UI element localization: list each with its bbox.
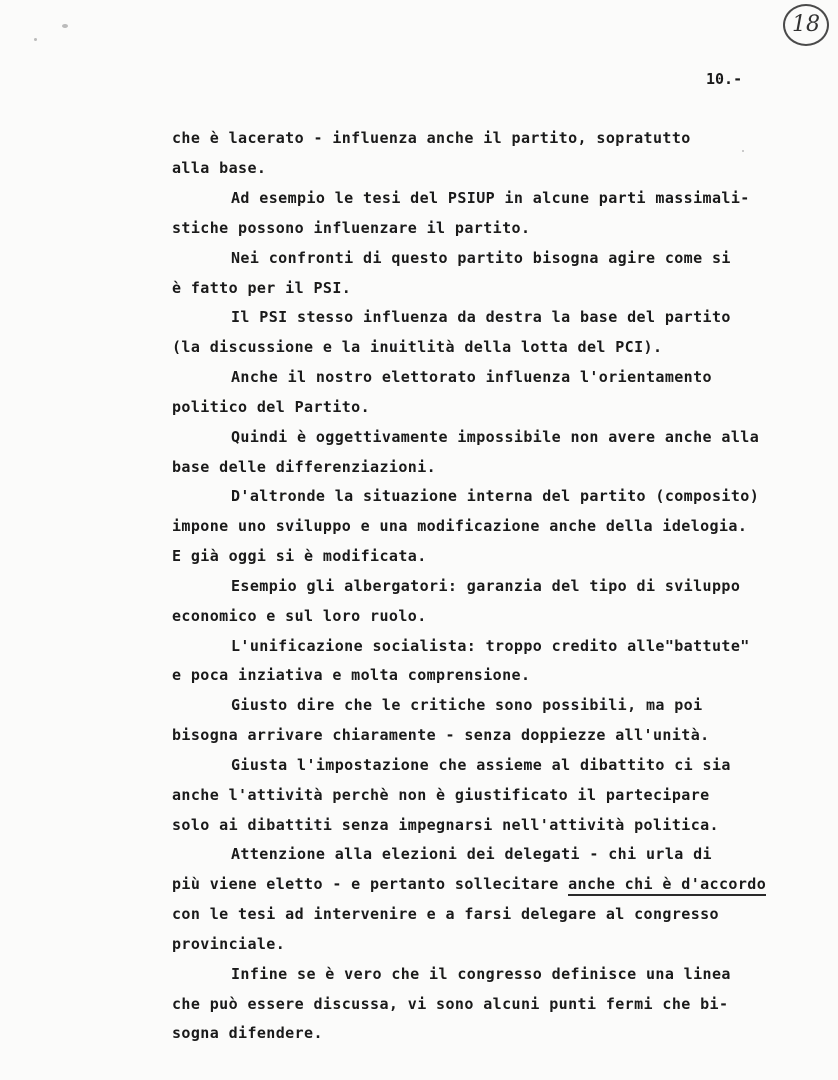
- text-line: è fatto per il PSI.: [172, 279, 352, 297]
- text-line: (la discussione e la inuitlità della lotta del PCI).: [172, 338, 663, 356]
- text-line: Giusto dire che le critiche sono possibili, ma poi: [231, 696, 703, 714]
- text-line: anche l'attività perchè non è giustificato il partecipare: [172, 786, 710, 804]
- archive-stamp: 18: [783, 4, 829, 46]
- text-line: Attenzione alla elezioni dei delegati - chi urla di: [231, 845, 712, 863]
- text-line: alla base.: [172, 159, 267, 177]
- paper-speck: [34, 38, 37, 41]
- text-line: Ad esempio le tesi del PSIUP in alcune parti massimali-: [231, 189, 750, 207]
- text-line: provinciale.: [172, 935, 286, 953]
- text-line: D'altronde la situazione interna del partito (composito): [231, 487, 760, 505]
- text-line: Anche il nostro elettorato influenza l'orientamento: [231, 368, 712, 386]
- text-line: Il PSI stesso influenza da destra la base del partito: [231, 308, 731, 326]
- text-line: solo ai dibattiti senza impegnarsi nell'attività politica.: [172, 816, 719, 834]
- text-line: con le tesi ad intervenire e a farsi delegare al congresso: [172, 905, 719, 923]
- text-line: Nei confronti di questo partito bisogna agire come si: [231, 249, 731, 267]
- text-line: che è lacerato - influenza anche il partito, sopratutto: [172, 129, 691, 147]
- text-fragment: più viene eletto - e pertanto sollecitare: [172, 875, 569, 893]
- text-line: stiche possono influenzare il partito.: [172, 219, 531, 237]
- text-line: Esempio gli albergatori: garanzia del tipo di sviluppo: [231, 577, 741, 595]
- text-line-with-underline: [172, 874, 766, 894]
- text-line: E già oggi si è modificata.: [172, 547, 427, 565]
- text-line: Infine se è vero che il congresso definisce una linea: [231, 965, 731, 983]
- text-line: Quindi è oggettivamente impossibile non avere anche alla: [231, 428, 760, 446]
- text-line: che può essere discussa, vi sono alcuni punti fermi che bi-: [172, 995, 729, 1013]
- text-line: politico del Partito.: [172, 398, 371, 416]
- text-line: bisogna arrivare chiaramente - senza doppiezze all'unità.: [172, 726, 710, 744]
- text-line: sogna difendere.: [172, 1024, 323, 1042]
- text-line: e poca inziativa e molta comprensione.: [172, 666, 531, 684]
- paper-speck: [62, 24, 68, 28]
- page-number: 10.-: [706, 70, 743, 88]
- text-line: L'unificazione socialista: troppo credito alle"battute": [231, 637, 750, 655]
- text-line: economico e sul loro ruolo.: [172, 607, 427, 625]
- paper-speck: [742, 150, 744, 152]
- underlined-phrase: anche chi è d'accordo: [568, 875, 766, 896]
- text-line: impone uno sviluppo e una modificazione anche della idelogia.: [172, 517, 748, 535]
- text-line: Giusta l'impostazione che assieme al dibattito ci sia: [231, 756, 731, 774]
- text-line: base delle differenziazioni.: [172, 458, 437, 476]
